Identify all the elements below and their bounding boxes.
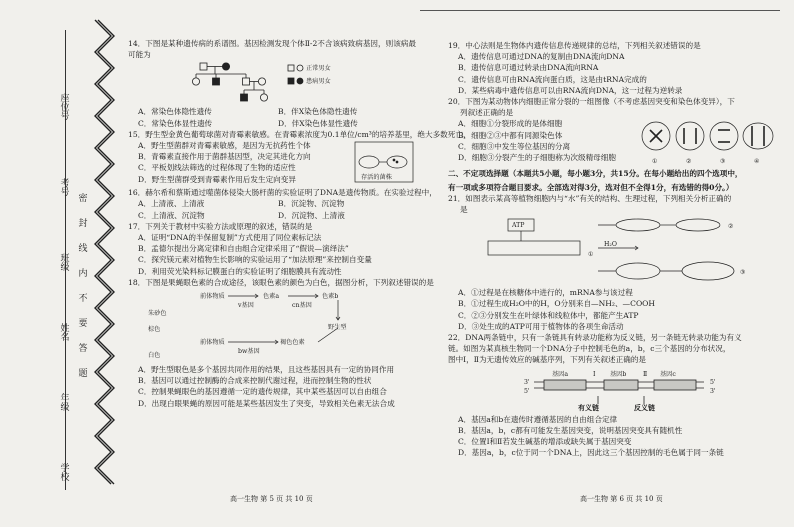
cell-4-label: ④: [754, 158, 760, 166]
question-18-stem: 18．下图是果蝇眼色素的合成途径，该眼色素的颜色为白色，据图分析，下列叙述错误的是: [128, 277, 434, 287]
top-rule: [420, 10, 780, 11]
option-d: D．③处生成的ATP可用于植物体的各项生命活动: [458, 321, 624, 331]
option-d: D．野生型菌群受到青霉素作用后发生定向变异: [138, 174, 296, 184]
section-2-title-cont: 有一项或多项符合题目要求。全部选对得3分，选对但不全得1分，有选错的得0分。）: [448, 182, 734, 192]
gene-bw-label: bw基因: [238, 348, 260, 356]
pigment-pathway-figure: [128, 288, 418, 364]
option-b: B．伴X染色体隐性遗传: [278, 107, 358, 117]
question-14-options: [128, 106, 418, 128]
left-page-footer: 高一生物 第 5 页 共 10 页: [230, 495, 313, 503]
option-a: A．细胞①分裂形成的是体细胞: [458, 119, 563, 129]
seal-char: 答: [78, 344, 88, 354]
seat-label: 座位号: [60, 94, 70, 122]
seal-char: 密: [78, 194, 88, 204]
pigment-b-label: 色素b: [322, 293, 339, 301]
right-page-footer: 高一生物 第 6 页 共 10 页: [580, 495, 663, 503]
legend-affected: 患病男女: [306, 78, 331, 86]
cell-division-figure: [638, 118, 778, 166]
option-c: C．探究镁元素对植物生长影响的实验运用了“加法原理”来控制自变量: [138, 255, 372, 265]
wildtype-label: 野生型: [328, 324, 347, 332]
option-c: C．上清液、沉淀物: [138, 210, 205, 220]
water-label: H₂O: [604, 241, 617, 249]
option-b: B．基因a，b，c都有可能发生基因突变，说明基因突变具有随机性: [458, 425, 683, 435]
option-a: A．野生型眼色是多个基因共同作用的结果，且这些基因具有一定的协同作用: [138, 365, 395, 375]
option-a: A．常染色体隐性遗传: [138, 107, 212, 117]
water-process-figure: [448, 215, 784, 287]
option-d: D．伴X染色体显性遗传: [278, 118, 358, 128]
seal-char: 线: [78, 244, 88, 254]
end-3-right: 3': [710, 387, 716, 395]
grade-label: 年级: [60, 394, 70, 413]
process-3-label: ③: [740, 269, 746, 277]
name-label: 姓名: [60, 324, 70, 343]
question-22-stem: 22．DNA两条链中，只有一条链具有转录功能称为反义链，另一条链无转录功能为有义: [448, 333, 742, 343]
atp-label: ATP: [512, 222, 525, 230]
question-16-options: [128, 198, 418, 220]
examno-label: 考号: [60, 179, 70, 198]
cell-2-label: ②: [686, 158, 692, 166]
end-3-left: 3': [524, 378, 530, 386]
option-b: B．沉淀物、沉淀物: [278, 199, 345, 209]
seal-char: 不: [78, 294, 88, 304]
seal-char: 要: [78, 319, 88, 329]
option-a: A．基因a和b在遗传时遵循基因的自由组合定律: [458, 414, 618, 424]
gene-c-label: 基因c: [660, 370, 676, 378]
right-page: [448, 40, 784, 458]
end-5-right: 5': [710, 378, 716, 386]
option-c: C．位置Ⅰ和Ⅱ若发生碱基的增添或缺失属于基因突变: [458, 437, 632, 447]
option-c: C．遗传信息可由RNA流向蛋白质，这是由tRNA完成的: [458, 74, 647, 84]
zigzag-fold-line: [95, 20, 113, 490]
cell-1-label: ①: [652, 158, 658, 166]
question-20-stem: 20．下图为某动物体内细胞正常分裂的一组图像（不考虑基因突变和染色体变异），下: [448, 97, 735, 107]
question-21-stem-cont: 是: [460, 205, 468, 215]
seal-char: 封: [78, 219, 88, 229]
option-d: D．基因a，b，c位于同一个DNA上，因此这三个基因控制的毛色属于同一条链: [458, 448, 724, 458]
question-22-stem-cont2: 图中Ⅰ，Ⅱ为无遗传效应的碱基序列，下列有关叙述正确的是: [448, 355, 647, 365]
gene-v-label: v基因: [238, 302, 254, 310]
question-14-stem: 14．下图是某种遗传病的系谱图。基因检测发现个体Ⅱ-2不含该病致病基因，则该病最可能为: [128, 39, 416, 60]
option-a: A．①过程是在核糖体中进行的，mRNA参与该过程: [458, 288, 633, 298]
seal-char: 题: [78, 369, 88, 379]
white-label: 白色: [148, 352, 161, 360]
question-17-stem: 17．下列关于教材中实验方法或原理的叙述，错误的是: [128, 221, 313, 231]
option-d: D．某些病毒中遗传信息可以由RNA流向DNA，这一过程为逆转录: [458, 85, 683, 95]
option-d: D．利用荧光染料标记膜蛋白的实验证明了细胞膜具有流动性: [138, 266, 342, 276]
question-15-stem: 15．野生型金黄色葡萄球菌对青霉素敏感。在青霉素浓度为0.1单位/cm³的培养基里，绝大多数死亡，: [128, 129, 471, 139]
option-c: C．细胞③中发生等位基因的分离: [458, 141, 571, 151]
option-d: D．细胞③分裂产生的子细胞称为次级精母细胞: [458, 153, 616, 163]
question-15-body: [128, 140, 418, 187]
question-22-stem-cont: 链。如图为某真核生物同一个DNA分子中控制毛色的a，b，c三个基因的分布状况，: [448, 344, 731, 354]
question-21-stem: 21．如图表示某高等植物细胞内与“水”有关的结构、生理过程，下列相关分析正确的: [448, 193, 732, 203]
petri-label: 存活的菌株: [361, 174, 392, 182]
antisense-strand-label: 反义链: [634, 402, 655, 412]
cell-3-label: ③: [720, 158, 726, 166]
brown-label: 棕色: [148, 326, 161, 334]
option-d: D．出现白眼果蝇的原因可能是某些基因发生了突变，导致相关色素无法合成: [138, 398, 395, 408]
left-page: [128, 38, 471, 409]
question-20-body: [448, 118, 784, 166]
option-b: B．①过程生成H₂O中的H，O分别来自—NH₂、—COOH: [458, 299, 656, 309]
option-a: A．证明“DNA的半保留复制”方式使用了同位素标记法: [138, 233, 322, 243]
spacer-2-label: Ⅱ: [643, 370, 648, 378]
school-label: 学校: [60, 464, 70, 483]
option-c: C．平板划线法筛选的过程体现了生物的适应性: [138, 163, 296, 173]
process-1-label: ①: [588, 251, 594, 259]
option-b: B．基因可以通过控制酶的合成来控制代谢过程，进而控制生物的性状: [138, 376, 372, 386]
option-b: B．孟德尔提出分离定律和自由组合定律采用了“假说—演绎法”: [138, 244, 349, 254]
option-b: B．细胞②③中都有同源染色体: [458, 130, 563, 140]
question-20-stem-cont: 列叙述正确的是: [460, 108, 514, 118]
section-2-title: 二、不定项选择题（本题共5小题，每小题3分，共15分。在每小题给出的四个选项中，: [448, 169, 743, 179]
option-b: B．遗传信息可通过转录由DNA流向RNA: [458, 63, 599, 73]
question-19-stem: 19．中心法则是生物体内遗传信息传递规律的总结，下列相关叙述错误的是: [448, 41, 701, 50]
gene-a-label: 基因a: [552, 370, 569, 378]
option-d: D．沉淀物、上清液: [278, 210, 345, 220]
sense-strand-label: 有义链: [578, 402, 599, 412]
spacer-1-label: Ⅰ: [593, 370, 596, 378]
process-2-label: ②: [728, 223, 734, 231]
dna-gene-figure: [448, 366, 784, 414]
precursor-2-label: 前体物质: [200, 339, 225, 347]
option-a: A．遗传信息可通过DNA的复制由DNA流向DNA: [458, 52, 625, 62]
question-16-stem: 16．赫尔希和蔡斯通过噬菌体侵染大肠杆菌的实验证明了DNA是遗传物质。在实验过程中，: [128, 188, 437, 198]
pedigree-figure: [128, 60, 418, 106]
option-c: C．控制果蝇眼色的基因遵循一定的遗传规律，其中某些基因可以自由组合: [138, 387, 387, 397]
petri-figure: [353, 140, 415, 187]
pigment-a-label: 色素a: [263, 293, 280, 301]
option-b: B．青霉素直接作用于菌群基因型，决定其进化方向: [138, 152, 311, 162]
option-a: A．上清液、上清液: [138, 199, 205, 209]
gene-b-label: 基因b: [610, 370, 627, 378]
binding-strip: [0, 0, 118, 527]
end-5-left: 5': [524, 387, 530, 395]
cinnabar-label: 朱砂色: [148, 310, 167, 318]
precursor-label: 前体物质: [200, 293, 225, 301]
option-a: A．野生型菌群对青霉素敏感，是因为无抗药性个体: [138, 141, 311, 151]
seal-char: 内: [78, 269, 88, 279]
option-c: C．②③分别发生在叶绿体和线粒体中，都能产生ATP: [458, 310, 639, 320]
option-c: C．常染色体显性遗传: [138, 118, 213, 128]
class-label: 班级: [60, 254, 70, 273]
legend-normal: 正常男女: [306, 65, 331, 73]
gene-cn-label: cn基因: [292, 302, 312, 310]
brown-pigment-label: 褐色色素: [280, 339, 305, 347]
